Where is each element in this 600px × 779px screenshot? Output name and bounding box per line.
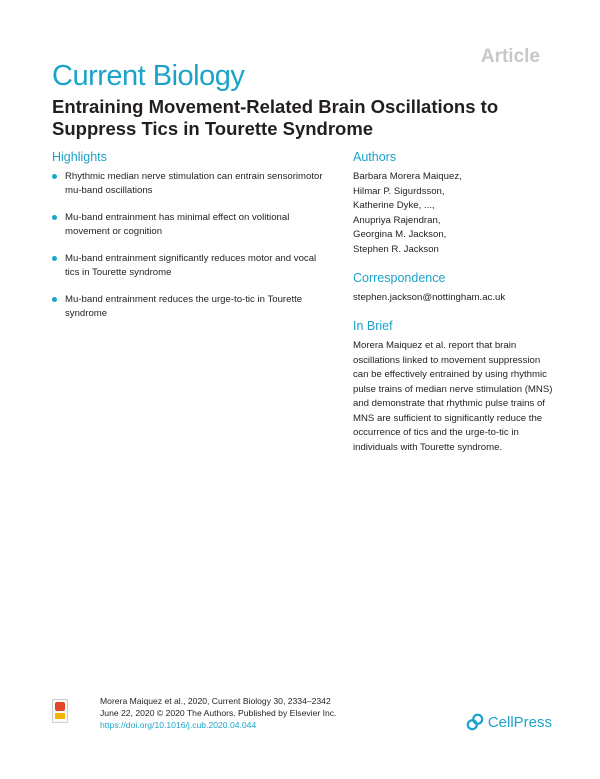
cellpress-logo-icon <box>466 713 484 731</box>
bullet-icon <box>52 215 57 220</box>
article-type-label: Article <box>480 46 540 67</box>
author-name[interactable]: Stephen R. Jackson <box>353 243 439 255</box>
highlight-text: Rhythmic median nerve stimulation can entrain sensorimotor mu-band oscillations <box>65 171 323 196</box>
bullet-icon <box>52 297 57 302</box>
highlights-section <box>52 150 332 334</box>
publisher-name: CellPress <box>487 713 552 731</box>
highlight-item <box>52 170 332 197</box>
highlight-text: Mu-band entrainment reduces the urge-to-tic in Tourette syndrome <box>65 294 303 319</box>
crossmark-icon[interactable] <box>52 699 68 723</box>
highlight-text: Mu-band entrainment has minimal effect on volitional movement or cognition <box>65 212 290 237</box>
copyright-line: June 22, 2020 © 2020 The Authors. Published by Elsevier Inc. <box>100 708 337 718</box>
citation-line: Morera Maiquez et al., 2020, Current Biology 30, 2334–2342 <box>100 696 331 706</box>
author-name[interactable]: Hilmar P. Sigurdsson, <box>353 185 445 197</box>
correspondence-heading: Correspondence <box>353 271 446 285</box>
authors-heading: Authors <box>353 150 397 164</box>
journal-name: Current Biology <box>52 60 245 92</box>
sidebar-column <box>353 150 553 455</box>
author-name[interactable]: Katherine Dyke, ..., <box>353 200 435 211</box>
doi-link[interactable]: https://doi.org/10.1016/j.cub.2020.04.044 <box>100 720 257 730</box>
author-name[interactable]: Barbara Morera Maiquez, <box>353 171 462 182</box>
page-footer <box>52 695 552 735</box>
highlights-list <box>52 170 332 320</box>
author-name[interactable]: Anupriya Rajendran, <box>353 214 441 226</box>
in-brief-text: Morera Maiquez et al. report that brain oscillations linked to movement suppression can be effectively entrained by using rhythmic pulse trains of median nerve stimulation (MNS) and demonstrate that rhythmic pulse trains of MNS are sufficient to significantly reduce the occurrence of tics and the urge-to-tic in individuals with Tourette syndrome. <box>353 340 553 453</box>
correspondence-email-link[interactable]: stephen.jackson@nottingham.ac.uk <box>353 292 506 303</box>
highlight-text: Mu-band entrainment significantly reduces motor and vocal tics in Tourette syndrome <box>65 253 317 278</box>
publisher-logo <box>466 713 552 731</box>
highlight-item <box>52 211 332 238</box>
citation-block <box>100 695 336 731</box>
bullet-icon <box>52 256 57 261</box>
highlight-item <box>52 252 332 279</box>
author-name[interactable]: Georgina M. Jackson, <box>353 229 447 240</box>
bullet-icon <box>52 174 57 179</box>
highlights-heading: Highlights <box>52 150 107 164</box>
in-brief-heading: In Brief <box>353 319 393 333</box>
highlight-item <box>52 293 332 320</box>
authors-list <box>353 170 553 257</box>
article-title: Entraining Movement-Related Brain Oscillations to Suppress Tics in Tourette Syndrome <box>52 96 499 139</box>
